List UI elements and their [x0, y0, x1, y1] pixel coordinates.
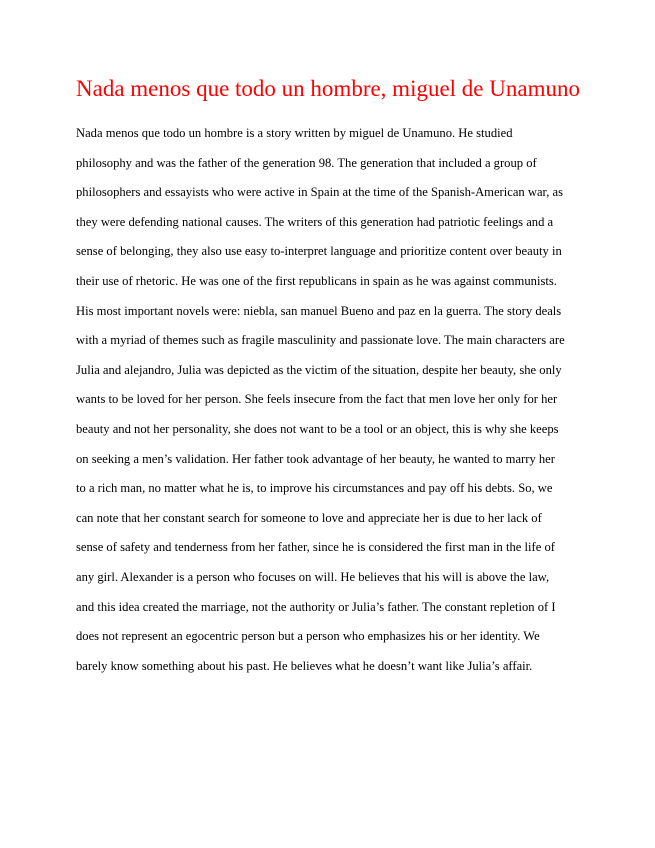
paragraph-line: to a rich man, no matter what he is, to improve his circumstances and pay off his debts. So, we [76, 481, 553, 496]
paragraph-line: wants to be loved for her person. She feels insecure from the fact that men love her only for her [76, 392, 558, 407]
paragraph-line: philosophy and was the father of the generation 98. The generation that included a group of [76, 155, 537, 170]
document-title: Nada menos que todo un hombre, miguel de Unamuno [76, 76, 580, 101]
paragraph-line: Julia and alejandro, Julia was depicted as the victim of the situation, despite her beauty, she only [76, 362, 562, 377]
paragraph-line: does not represent an egocentric person but a person who emphasizes his or her identity. We [76, 629, 540, 644]
paragraph-line: any girl. Alexander is a person who focuses on will. He believes that his will is above the law, [76, 569, 550, 584]
paragraph-line: Nada menos que todo un hombre is a story written by miguel de Unamuno. He studied [76, 126, 513, 140]
paragraph-line: can note that her constant search for someone to love and appreciate her is due to her lack of [76, 510, 542, 525]
paragraph-line: barely know something about his past. He believes what he doesn’t want like Julia’s affair. [76, 658, 533, 673]
paragraph-line: and this idea created the marriage, not the authority or Julia’s father. The constant repletion of I [76, 599, 556, 614]
paragraph-line: sense of belonging, they also use easy to-interpret language and prioritize content over beauty in [76, 244, 562, 259]
paragraph-line: on seeking a men’s validation. Her father took advantage of her beauty, he wanted to marry her [76, 451, 555, 466]
paragraph-line: His most important novels were: niebla, san manuel Bueno and paz en la guerra. The story deals [76, 303, 562, 318]
body-paragraph [76, 123, 586, 685]
paragraph-line: philosophers and essayists who were active in Spain at the time of the Spanish-American war, as [76, 185, 564, 200]
paragraph-line: sense of safety and tenderness from her father, since he is considered the first man in the life of [76, 540, 555, 555]
paragraph-line: with a myriad of themes such as fragile masculinity and passionate love. The main characters are [76, 333, 565, 348]
paragraph-line: they were defending national causes. The writers of this generation had patriotic feelings and a [76, 214, 554, 229]
paragraph-line: their use of rhetoric. He was one of the first republicans in spain as he was against communists. [76, 273, 557, 288]
paragraph-line: beauty and not her personality, she does not want to be a tool or an object, this is why she keeps [76, 421, 559, 436]
